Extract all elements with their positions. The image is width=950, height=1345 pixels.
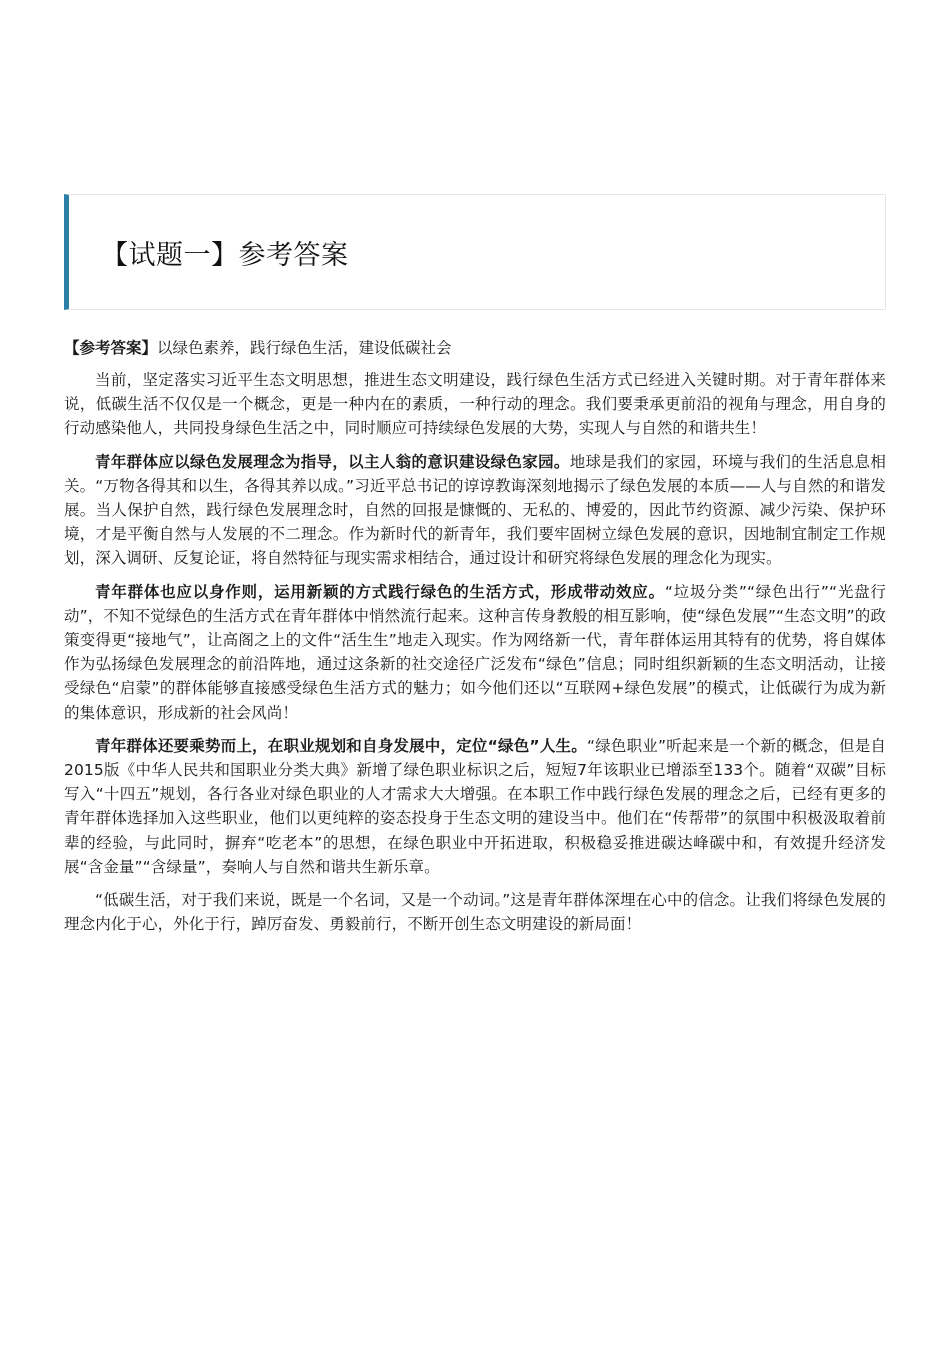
- reference-answer-label: 【参考答案】: [64, 339, 158, 357]
- paragraph-text: “低碳生活，对于我们来说，既是一个名词，又是一个动词。”这是青年群体深埋在心中的信念。让我们将绿色发展的理念内化于心，外化于行，踔厉奋发、勇毅前行，不断开创生态文明建设的新局面！: [64, 891, 886, 934]
- answer-content: [64, 336, 886, 945]
- paragraph-intro: [64, 368, 886, 441]
- paragraph-conclusion: [64, 888, 886, 936]
- paragraph-text: 当前，坚定落实习近平生态文明思想，推进生态文明建设，践行绿色生活方式已经进入关键时期。对于青年群体来说，低碳生活不仅仅是一个概念，更是一种内在的素质，一种行动的理念。我们要秉承更前沿的视角与理念，用自身的行动感染他人，共同投身绿色生活之中，同时顺应可持续绿色发展的大势，实现人与自然的和谐共生！: [64, 371, 886, 438]
- paragraph-text: “绿色职业”听起来是一个新的概念，但是自2015版《中华人民共和国职业分类大典》新增了绿色职业标识之后，短短7年该职业已增添至133个。随着“双碳”目标写入“十四五”规划，各行各业对绿色职业的人才需求大大增强。在本职工作中践行绿色发展的理念之后，已经有更多的青年群体选择加入这些职业，他们以更纯粹的姿态投身于生态文明的建设当中。他们在“传帮带”的氛围中积极汲取着前辈的经验，与此同时，摒弃“吃老本”的思想，在绿色职业中开拓进取，积极稳妥推进碳达峰碳中和，有效提升经济发展“含金量”“含绿量”，奏响人与自然和谐共生新乐章。: [64, 736, 887, 876]
- paragraph-lead: 青年群体应以绿色发展理念为指导，以主人翁的意识建设绿色家园。: [95, 452, 570, 471]
- paragraph-lead-by-example: [64, 580, 886, 725]
- paragraph-text: “垃圾分类”“绿色出行”“光盘行动”，不知不觉绿色的生活方式在青年群体中悄然流行起来。这种言传身教般的相互影响，使“绿色发展”“生态文明”的政策变得更“接地气”，让高阁之上的文件“活生生”地走入现实。作为网络新一代，青年群体运用其特有的优势，将自媒体作为弘扬绿色发展理念的前沿阵地，通过这条新的社交途径广泛发布“绿色”信息；同时组织新颖的生态文明活动，让接受绿色“启蒙”的群体能够直接感受绿色生活方式的魅力；如今他们还以“互联网+绿色发展”的模式，让低碳行为成为新的集体意识，形成新的社会风尚！: [64, 582, 886, 722]
- title-box: [64, 194, 886, 310]
- paragraph-green-career: [64, 734, 886, 879]
- reference-answer-text: 以绿色素养，践行绿色生活，建设低碳社会: [157, 339, 452, 357]
- paragraph-lead: 青年群体也应以身作则，运用新颖的方式践行绿色的生活方式，形成带动效应。: [95, 582, 665, 601]
- page-title: 【试题一】参考答案: [101, 240, 349, 271]
- paragraph-text: 地球是我们的家园，环境与我们的生活息息相关。“万物各得其和以生，各得其养以成。”习近平总书记的谆谆教诲深刻地揭示了绿色发展的本质——人与自然的和谐发展。当人保护自然，践行绿色发展理念时，自然的回报是慷慨的、无私的、博爱的，因此节约资源、减少污染、保护环境，才是平衡自然与人发展的不二理念。作为新时代的新青年，我们要牢固树立绿色发展的意识，因地制宜制定工作规划，深入调研、反复论证，将自然特征与现实需求相结合，通过设计和研究将绿色发展的理念化为现实。: [64, 452, 886, 568]
- paragraph-lead: 青年群体还要乘势而上，在职业规划和自身发展中，定位“绿色”人生。: [95, 736, 587, 755]
- reference-answer-line: [64, 336, 886, 360]
- paragraph-green-concept: [64, 450, 886, 571]
